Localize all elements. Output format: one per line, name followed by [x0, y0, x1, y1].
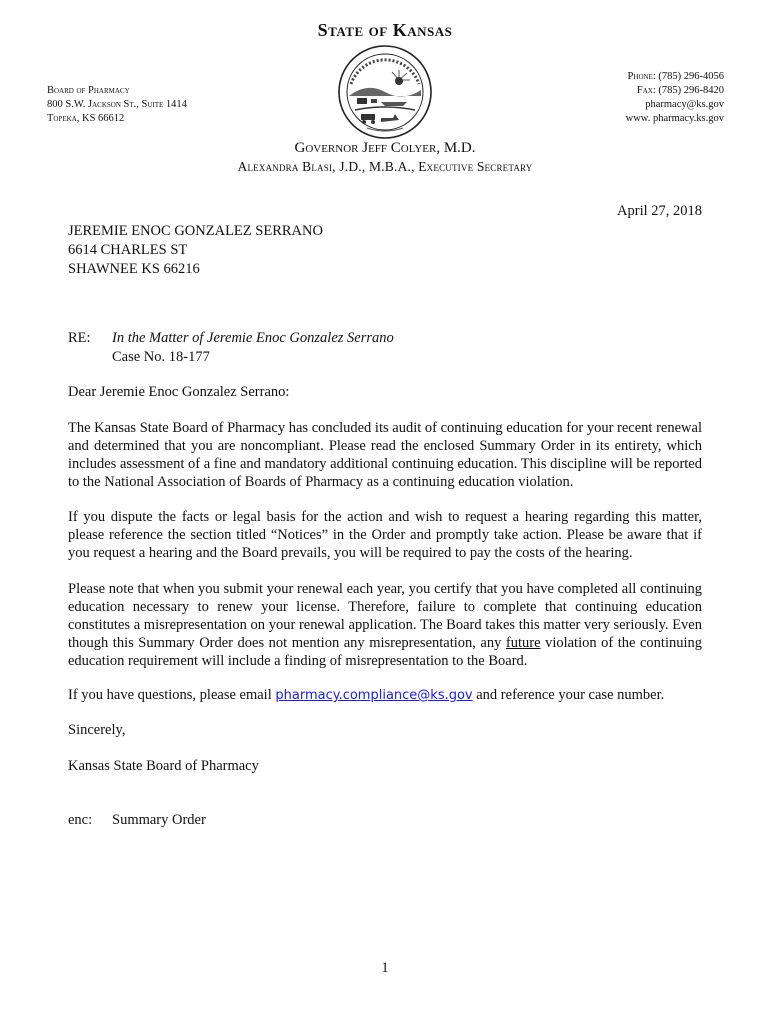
paragraph-dispute: If you dispute the facts or legal basis for the action and wish to request a hearing regarding this matter, please reference the section titled “Notices” in the Order and promptly take action. Please be aware that if you request a hearing and the Board prevails, you will be required to pay the costs of the hearing.: [68, 509, 702, 561]
state-title: State of Kansas: [317, 20, 453, 40]
paragraph-text: If you have questions, please email: [68, 687, 272, 703]
page-number: 1: [381, 960, 389, 976]
paragraph-audit: The Kansas State Board of Pharmacy has concluded its audit of continuing education for your recent renewal and determined that you are noncompliant. Please read the enclosed Summary Order in its entirety, which includes assessment of a fine and mandatory additional continuing education. This discipline will be reported to the National Association of Boards of Pharmacy as a continuing education violation.: [68, 420, 702, 490]
board-contact: [626, 70, 724, 126]
board-address-line: Topeka, KS 66612: [47, 113, 125, 124]
enclosure-label: enc:: [68, 812, 93, 828]
letter-date: April 27, 2018: [617, 203, 702, 219]
fax-number: Fax: (785) 296-8420: [636, 85, 724, 96]
governor-name: Governor Jeff Colyer, M.D.: [294, 140, 476, 156]
recipient-address-line: SHAWNEE KS 66216: [68, 261, 200, 277]
board-website: www. pharmacy.ks.gov: [625, 113, 724, 124]
board-address-line: Board of Pharmacy: [47, 85, 130, 96]
re-matter: In the Matter of Jeremie Enoc Gonzalez Serrano: [112, 330, 394, 346]
re-block: [68, 329, 394, 367]
closing: Sincerely,: [68, 722, 126, 738]
kansas-state-seal-icon: [337, 44, 433, 140]
compliance-email-link[interactable]: pharmacy.compliance@ks.gov: [275, 688, 473, 703]
executive-secretary: Alexandra Blasi, J.D., M.B.A., Executive Secretary: [237, 159, 533, 174]
paragraph-misrepresentation: [68, 580, 702, 670]
board-address: [47, 84, 187, 126]
recipient-address: [68, 222, 323, 279]
phone-number: Phone: (785) 296-4056: [627, 71, 724, 82]
paragraph-questions: [68, 686, 702, 705]
underlined-word: future: [505, 635, 541, 651]
paragraph-text: and reference your case number.: [476, 687, 665, 703]
board-email: pharmacy@ks.gov: [645, 99, 724, 110]
salutation: Dear Jeremie Enoc Gonzalez Serrano:: [68, 384, 290, 400]
enclosure-value: Summary Order: [112, 812, 206, 828]
signoff: Kansas State Board of Pharmacy: [68, 758, 259, 774]
case-number: Case No. 18-177: [112, 349, 210, 365]
recipient-address-line: 6614 CHARLES ST: [68, 242, 188, 258]
paragraph-text: violation of the continuing education requirement will include a finding of misrepresentation to the Board.: [68, 635, 703, 669]
re-label: RE:: [68, 330, 91, 346]
paragraph-text: Please note that when you submit your renewal each year, you certify that you have completed all continuing education necessary to renew your license. Therefore, failure to complete that continuing education constitutes a misrepresentation on your renewal application. The Board takes this matter very seriously. Even though this Summary Order does not mention any misrepresentation, any: [68, 581, 702, 651]
recipient-address-line: JEREMIE ENOC GONZALEZ SERRANO: [68, 223, 323, 239]
enclosure: [68, 812, 206, 829]
board-address-line: 800 S.W. Jackson St., Suite 1414: [47, 99, 187, 110]
governor-block: [0, 138, 770, 176]
